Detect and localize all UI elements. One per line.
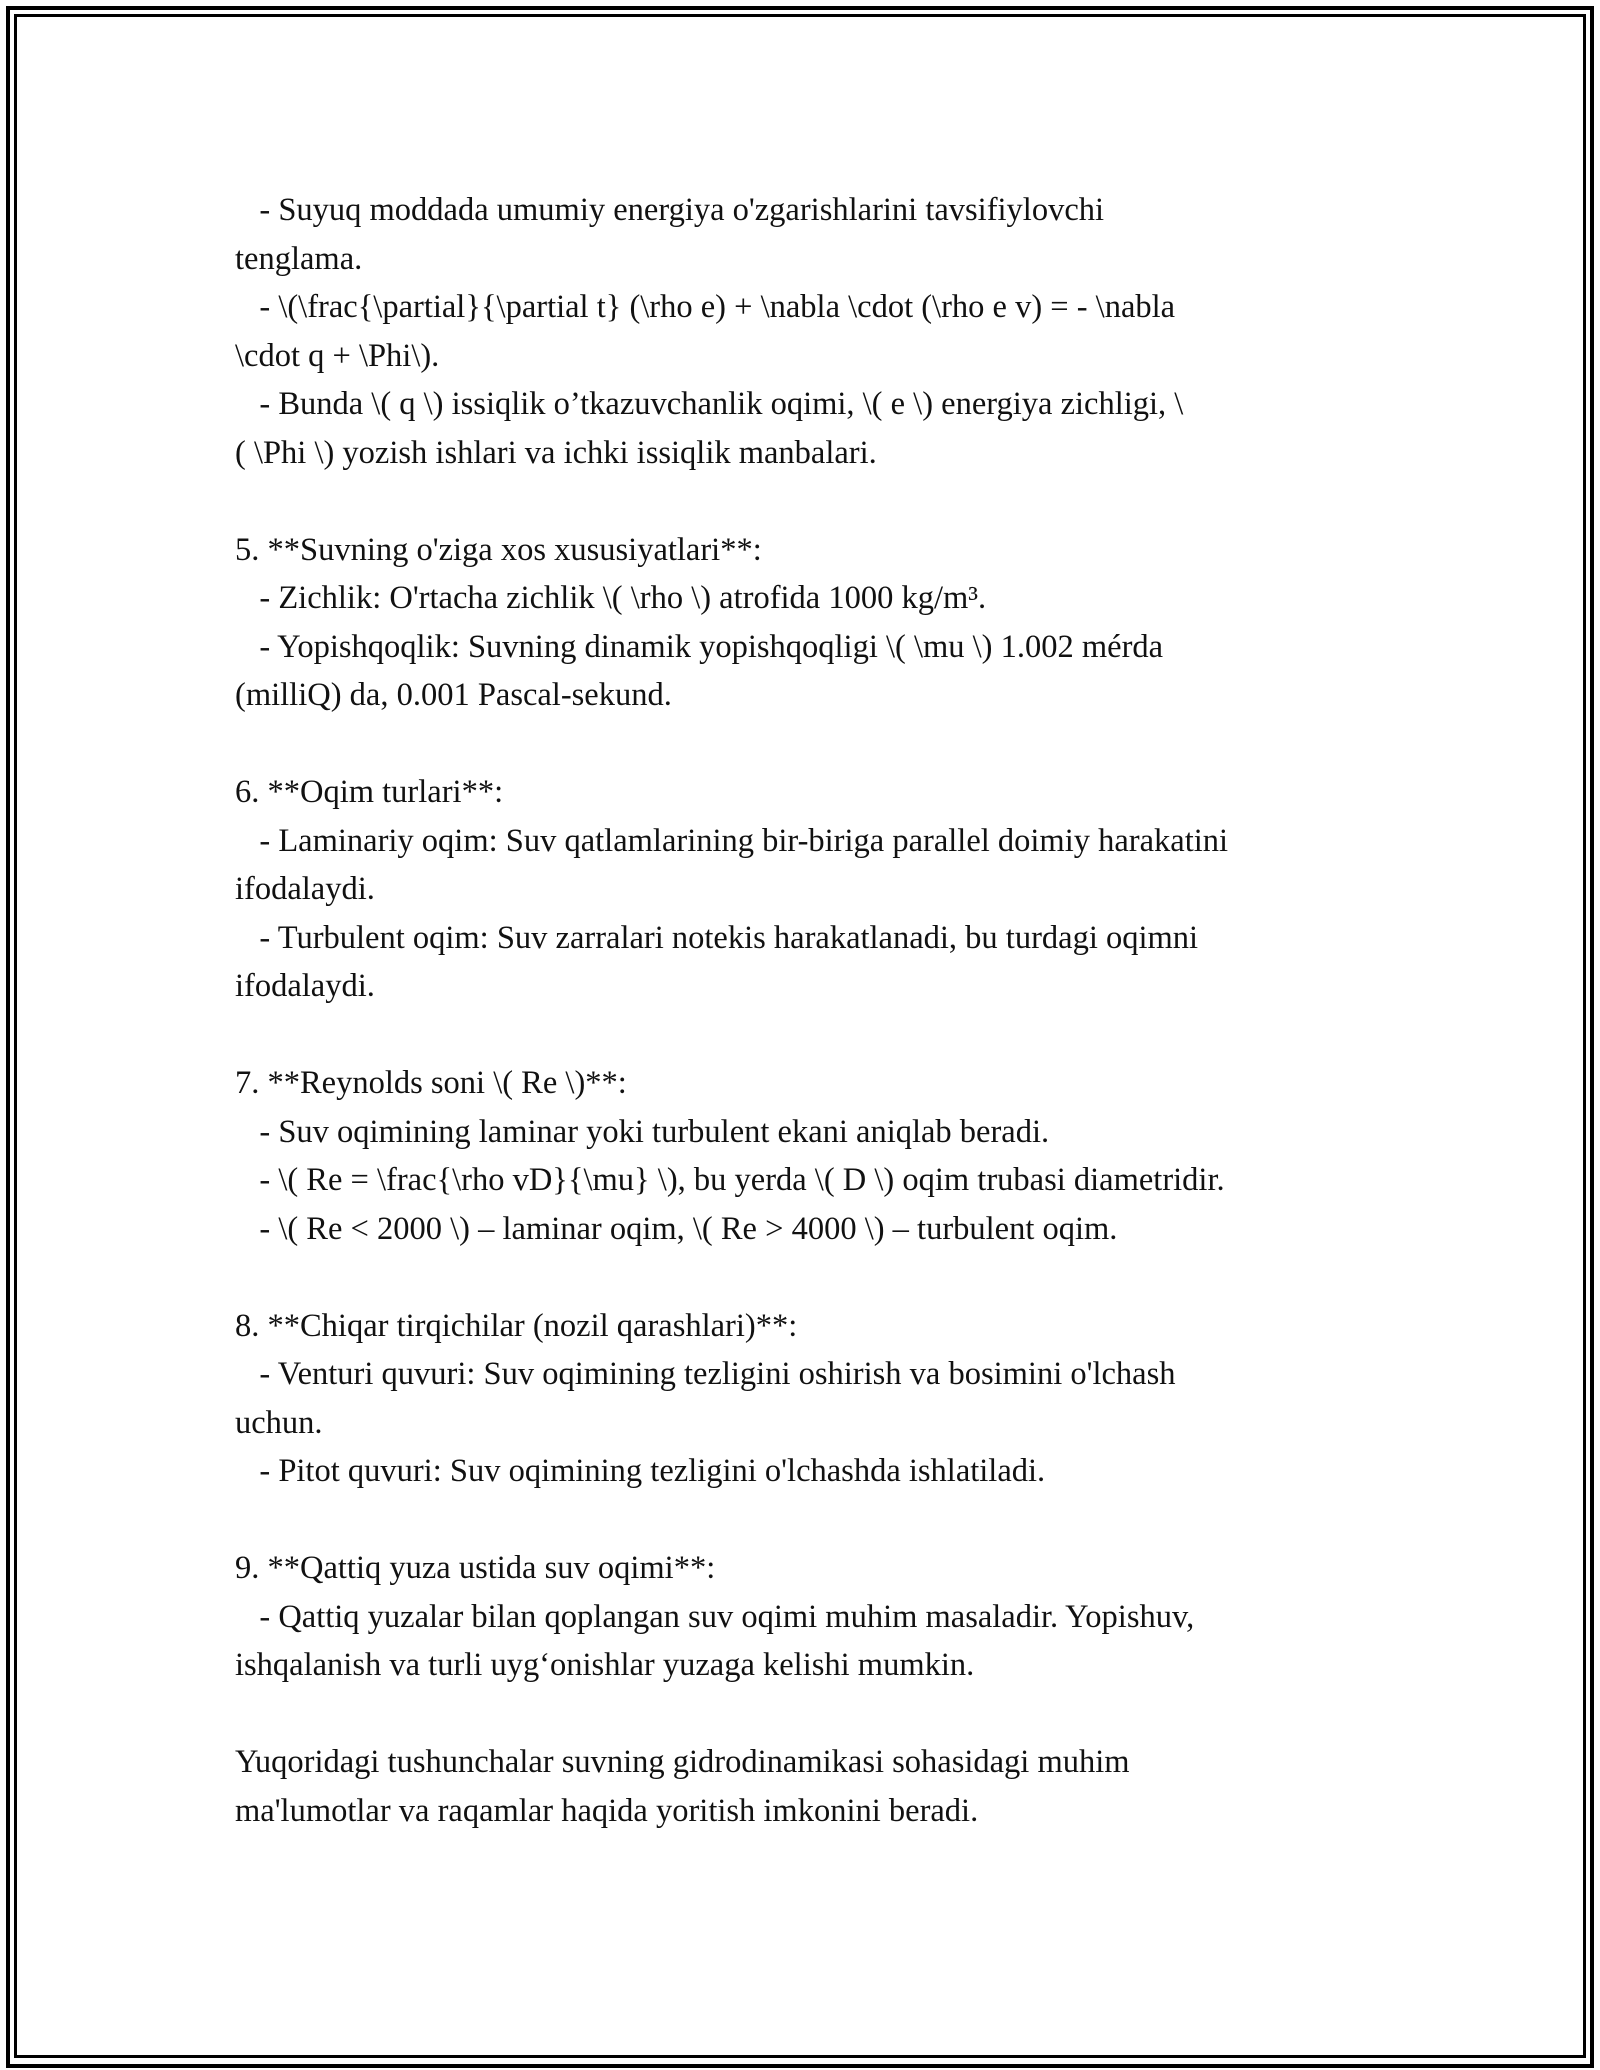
text-line: 5. **Suvning o'ziga xos xususiyatlari**: [235,531,762,568]
text-line: - Bunda \( q \) issiqlik o’tkazuvchanlik oqimi, \( e \) energiya zichligi, \ [235,386,1184,422]
text-block [235,1544,1385,1690]
text-line: - Venturi quvuri: Suv oqimining tezligini oshirish va bosimini o'lchash [235,1356,1176,1392]
text-block [235,768,1385,1011]
text-line: 8. **Chiqar tirqichilar (nozil qarashlari)**: [235,1307,798,1344]
text-line: - \( Re = \frac{\rho vD}{\mu} \), bu yerda \( D \) oqim trubasi diametridir. [235,1162,1225,1198]
text-line: - Turbulent oqim: Suv zarralari notekis harakatlanadi, bu turdagi oqimni [235,919,1199,956]
text-line: ifodalaydi. [235,871,375,907]
paragraph-gap [235,1011,1385,1060]
text-line: 7. **Reynolds soni \( Re \)**: [235,1065,627,1101]
text-block [235,186,1385,477]
text-line: tenglama. [235,240,363,277]
text-line: - Qattiq yuzalar bilan qoplangan suv oqimi muhim masaladir. Yopishuv, [235,1598,1195,1635]
document-body [235,186,1385,1835]
text-block [235,1059,1385,1253]
text-line: - \(\frac{\partial}{\partial t} (\rho e) + \nabla \cdot (\rho e v) = - \nabla [235,289,1176,325]
text-line: - Suyuq moddada umumiy energiya o'zgarishlarini tavsifiylovchi [235,192,1105,228]
text-line: - Laminariy oqim: Suv qatlamlarining bir-biriga parallel doimiy harakatini [235,822,1229,859]
paragraph-gap [235,477,1385,526]
text-block [235,526,1385,720]
text-line: ifodalaydi. [235,968,375,1004]
text-block [235,1738,1385,1835]
text-line: \cdot q + \Phi\). [235,337,440,374]
text-block [235,1302,1385,1496]
text-line: uchun. [235,1404,323,1441]
text-line: (milliQ) da, 0.001 Pascal-sekund. [235,677,672,713]
text-line: - Suv oqimining laminar yoki turbulent ekani aniqlab beradi. [235,1113,1050,1150]
text-line: Yuqoridagi tushunchalar suvning gidrodinamikasi sohasidagi muhim [235,1744,1130,1780]
paragraph-gap [235,720,1385,769]
text-line: - Yopishqoqlik: Suvning dinamik yopishqoqligi \( \mu \) 1.002 mérda [235,628,1164,665]
paragraph-gap [235,1496,1385,1545]
text-line: 9. **Qattiq yuza ustida suv oqimi**: [235,1550,716,1586]
paragraph-gap [235,1690,1385,1739]
paragraph-gap [235,1253,1385,1302]
text-line: - Pitot quvuri: Suv oqimining tezligini o'lchashda ishlatiladi. [235,1453,1046,1489]
text-line: - Zichlik: O'rtacha zichlik \( \rho \) atrofida 1000 kg/m³. [235,580,987,616]
text-line: ma'lumotlar va raqamlar haqida yoritish imkonini beradi. [235,1792,979,1829]
text-line: 6. **Oqim turlari**: [235,774,504,810]
text-line: - \( Re < 2000 \) – laminar oqim, \( Re > 4000 \) – turbulent oqim. [235,1210,1118,1247]
text-line: ishqalanish va turli uyg‘onishlar yuzaga kelishi mumkin. [235,1647,975,1683]
text-line: ( \Phi \) yozish ishlari va ichki issiqlik manbalari. [235,434,877,471]
